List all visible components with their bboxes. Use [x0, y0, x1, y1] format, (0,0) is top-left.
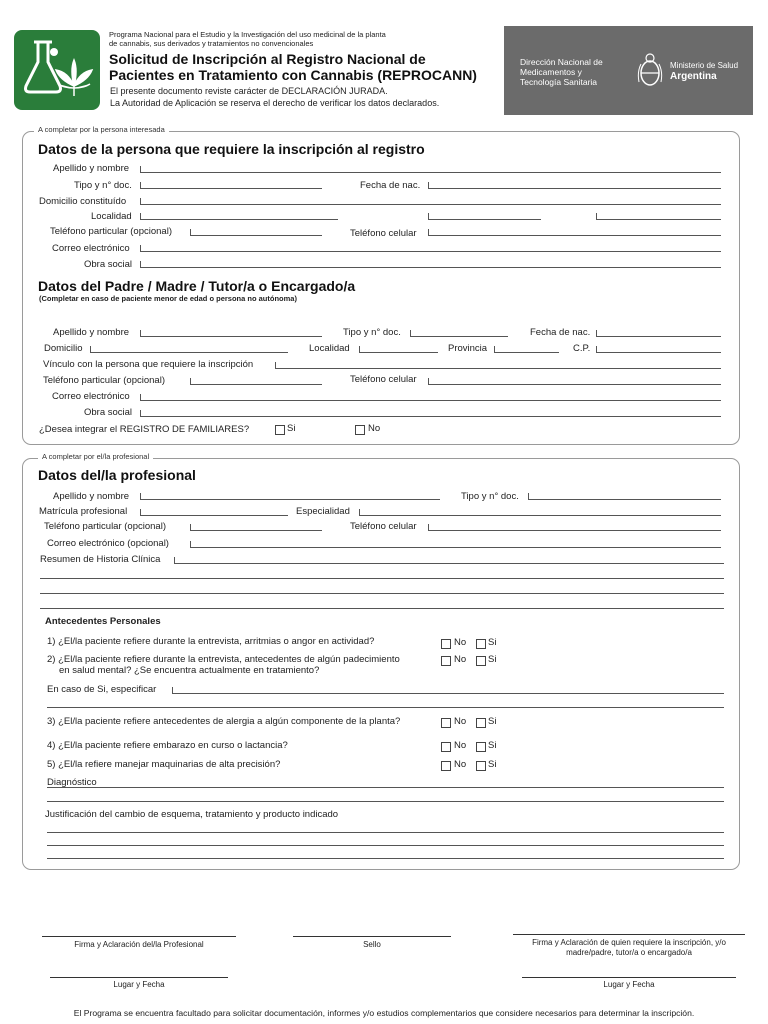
q3-no-checkbox[interactable] [441, 718, 451, 728]
direccion-line3: Tecnología Sanitaria [520, 77, 598, 87]
tel-particular-field[interactable] [190, 235, 322, 236]
cannabis-flask-icon [14, 30, 100, 110]
tutor-obra-social-label: Obra social [84, 407, 133, 418]
tutor-tel-particular-field[interactable] [190, 384, 322, 385]
diagnostico-field[interactable] [47, 787, 724, 788]
tutor-fecha-nac-field[interactable] [596, 336, 721, 337]
registro-si-checkbox[interactable] [275, 425, 285, 435]
question-5: 5) ¿El/la refiere manejar maquinarias de alta precisión? [47, 759, 281, 770]
q3-si-label: Si [488, 716, 497, 727]
q2-no-label: No [454, 654, 467, 665]
q4-no-label: No [454, 740, 467, 751]
question-1: 1) ¿El/la paciente refiere durante la entrevista, arritmias o angor en actividad? [47, 636, 375, 647]
justificacion-line-2[interactable] [47, 845, 724, 846]
q1-no-checkbox[interactable] [441, 639, 451, 649]
form-title-line2: Pacientes en Tratamiento con Cannabis (REPROCANN) [109, 67, 477, 83]
firma-solicitante-line[interactable] [513, 934, 745, 935]
q5-si-checkbox[interactable] [476, 761, 486, 771]
tutor-vinculo-label: Vínculo con la persona que requiere la inscripción [43, 359, 254, 370]
prof-tel-particular-label: Teléfono particular (opcional) [44, 521, 166, 532]
prof-especialidad-field[interactable] [359, 515, 721, 516]
diagnostico-label: Diagnóstico [47, 777, 97, 788]
obra-social-label: Obra social [84, 259, 133, 270]
q3-si-checkbox[interactable] [476, 718, 486, 728]
justificacion-label: Justificación del cambio de esquema, tratamiento y producto indicado [45, 809, 339, 820]
obra-social-field[interactable] [140, 267, 721, 268]
tutor-section-title: Datos del Padre / Madre / Tutor/a o Encargado/a [38, 278, 356, 294]
resumen-line-4[interactable] [40, 608, 724, 609]
prof-correo-field[interactable] [190, 547, 721, 548]
verificacion-note: La Autoridad de Aplicación se reserva el derecho de verificar los datos declarados. [110, 98, 440, 108]
tel-particular-label: Teléfono particular (opcional) [50, 226, 172, 237]
registro-no-checkbox[interactable] [355, 425, 365, 435]
government-banner [504, 26, 753, 115]
apellido-field[interactable] [140, 172, 721, 173]
fecha-nac-field[interactable] [428, 188, 721, 189]
q1-si-label: Si [488, 637, 497, 648]
direccion-line2: Medicamentos y [520, 67, 582, 77]
program-name-line1: Programa Nacional para el Estudio y la Investigación del uso medicinal de la planta [109, 30, 386, 39]
tel-celular-field[interactable] [428, 235, 721, 236]
question-3: 3) ¿El/la paciente refiere antecedentes de alergia a algún componente de la planta? [47, 716, 401, 727]
prof-correo-label: Correo electrónico (opcional) [47, 538, 169, 549]
tutor-apellido-field[interactable] [140, 336, 322, 337]
firma-profesional-line[interactable] [42, 936, 236, 937]
cp-field[interactable] [596, 219, 721, 220]
justificacion-field[interactable] [47, 832, 724, 833]
q5-no-label: No [454, 759, 467, 770]
especificar-field[interactable] [172, 693, 724, 694]
tutor-tel-celular-field[interactable] [428, 384, 721, 385]
q5-no-checkbox[interactable] [441, 761, 451, 771]
fecha-nac-label: Fecha de nac. [360, 180, 421, 191]
q2-si-checkbox[interactable] [476, 656, 486, 666]
firma-solicitante-label-1: Firma y Aclaración de quien requiere la inscripción, y/o [532, 938, 726, 947]
especificar-label: En caso de Si, especificar [47, 684, 157, 695]
tutor-provincia-label: Provincia [448, 343, 488, 354]
tutor-tel-particular-label: Teléfono particular (opcional) [43, 375, 165, 386]
sello-line[interactable] [293, 936, 451, 937]
domicilio-field[interactable] [140, 204, 721, 205]
tutor-domicilio-field[interactable] [90, 352, 288, 353]
q4-si-checkbox[interactable] [476, 742, 486, 752]
prof-matricula-label: Matrícula profesional [39, 506, 128, 517]
prof-tel-celular-label: Teléfono celular [350, 521, 417, 532]
tutor-cp-label: C.P. [573, 343, 591, 354]
apellido-label: Apellido y nombre [53, 163, 130, 174]
tel-celular-label: Teléfono celular [350, 228, 417, 239]
tutor-correo-field[interactable] [140, 400, 721, 401]
antecedentes-title: Antecedentes Personales [45, 616, 161, 627]
prof-apellido-field[interactable] [140, 499, 440, 500]
localidad-label: Localidad [91, 211, 132, 222]
tutor-tipo-doc-field[interactable] [410, 336, 508, 337]
prof-tel-celular-field[interactable] [428, 530, 721, 531]
tipo-doc-label: Tipo y n° doc. [74, 180, 132, 191]
correo-label: Correo electrónico [52, 243, 130, 254]
footer-disclaimer: El Programa se encuentra facultado para solicitar documentación, informes y/o estudios complementarios que considere necesarios para determinar la inscripción. [73, 1008, 695, 1018]
justificacion-line-3[interactable] [47, 858, 724, 859]
q4-si-label: Si [488, 740, 497, 751]
tutor-vinculo-field[interactable] [275, 368, 721, 369]
prof-apellido-label: Apellido y nombre [53, 491, 130, 502]
lugar-fecha-label-1: Lugar y Fecha [113, 980, 165, 989]
resumen-field[interactable] [174, 563, 724, 564]
firma-profesional-label: Firma y Aclaración del/la Profesional [74, 940, 204, 949]
direccion-line1: Dirección Nacional de [520, 57, 603, 67]
section-persona-title: Datos de la persona que requiere la inscripción al registro [38, 141, 425, 157]
section-profesional-title: Datos del/la profesional [38, 467, 196, 483]
prof-tel-particular-field[interactable] [190, 530, 322, 531]
diagnostico-line-2[interactable] [47, 801, 724, 802]
prof-tipo-doc-field[interactable] [528, 499, 721, 500]
program-name-line2: de cannabis, sus derivados y tratamientos no convencionales [109, 39, 314, 48]
tutor-correo-label: Correo electrónico [52, 391, 130, 402]
section-profesional-label: A completar por el/la profesional [38, 452, 153, 461]
tutor-fecha-nac-label: Fecha de nac. [530, 327, 591, 338]
domicilio-label: Domicilio constituído [39, 196, 127, 207]
lugar-fecha-line-2[interactable] [522, 977, 736, 978]
sello-label: Sello [363, 940, 381, 949]
coat-of-arms-icon [637, 52, 663, 90]
tutor-obra-social-field[interactable] [140, 416, 721, 417]
q2-si-label: Si [488, 654, 497, 665]
localidad-field[interactable] [140, 219, 338, 220]
registro-familiares-question: ¿Desea integrar el REGISTRO DE FAMILIARES? [39, 424, 250, 435]
question-2-line2: en salud mental? ¿Se encuentra actualmente en tratamiento? [59, 665, 320, 676]
section-persona-label: A completar por la persona interesada [34, 125, 169, 134]
question-4: 4) ¿El/la paciente refiere embarazo en curso o lactancia? [47, 740, 288, 751]
registro-no-label: No [368, 423, 381, 434]
tutor-domicilio-label: Domicilio [44, 343, 83, 354]
firma-solicitante-label-2: madre/padre, tutor/a o encargado/a [566, 948, 692, 957]
tutor-tipo-doc-label: Tipo y n° doc. [343, 327, 401, 338]
tipo-doc-field[interactable] [140, 188, 322, 189]
lugar-fecha-line-1[interactable] [50, 977, 228, 978]
q2-no-checkbox[interactable] [441, 656, 451, 666]
provincia-field[interactable] [428, 219, 541, 220]
q5-si-label: Si [488, 759, 497, 770]
correo-field[interactable] [140, 251, 721, 252]
program-logo [14, 30, 100, 110]
declaracion-note: El presente documento reviste carácter de DECLARACIÓN JURADA. [110, 86, 388, 96]
q3-no-label: No [454, 716, 467, 727]
prof-especialidad-label: Especialidad [296, 506, 350, 517]
tutor-localidad-field[interactable] [359, 352, 438, 353]
q1-si-checkbox[interactable] [476, 639, 486, 649]
ministerio-line1: Ministerio de Salud [670, 61, 739, 70]
resumen-line-3[interactable] [40, 593, 724, 594]
q4-no-checkbox[interactable] [441, 742, 451, 752]
form-title-line1: Solicitud de Inscripción al Registro Nacional de [109, 51, 426, 67]
prof-matricula-field[interactable] [140, 515, 288, 516]
lugar-fecha-label-2: Lugar y Fecha [603, 980, 655, 989]
registro-si-label: Si [287, 423, 296, 434]
prof-tipo-doc-label: Tipo y n° doc. [461, 491, 519, 502]
tutor-cp-field[interactable] [596, 352, 721, 353]
tutor-provincia-field[interactable] [494, 352, 559, 353]
tutor-section-note: (Completar en caso de paciente menor de edad o persona no autónoma) [39, 294, 297, 303]
tutor-localidad-label: Localidad [309, 343, 350, 354]
tutor-tel-celular-label: Teléfono celular [350, 374, 417, 385]
tutor-apellido-label: Apellido y nombre [53, 327, 130, 338]
resumen-label: Resumen de Historia Clínica [40, 554, 161, 565]
question-2: 2) ¿El/la paciente refiere durante la entrevista, antecedentes de algún padecimiento [47, 654, 400, 665]
q1-no-label: No [454, 637, 467, 648]
ministerio-line2: Argentina [670, 71, 717, 82]
resumen-line-2[interactable] [40, 578, 724, 579]
especificar-line-2[interactable] [47, 707, 724, 708]
